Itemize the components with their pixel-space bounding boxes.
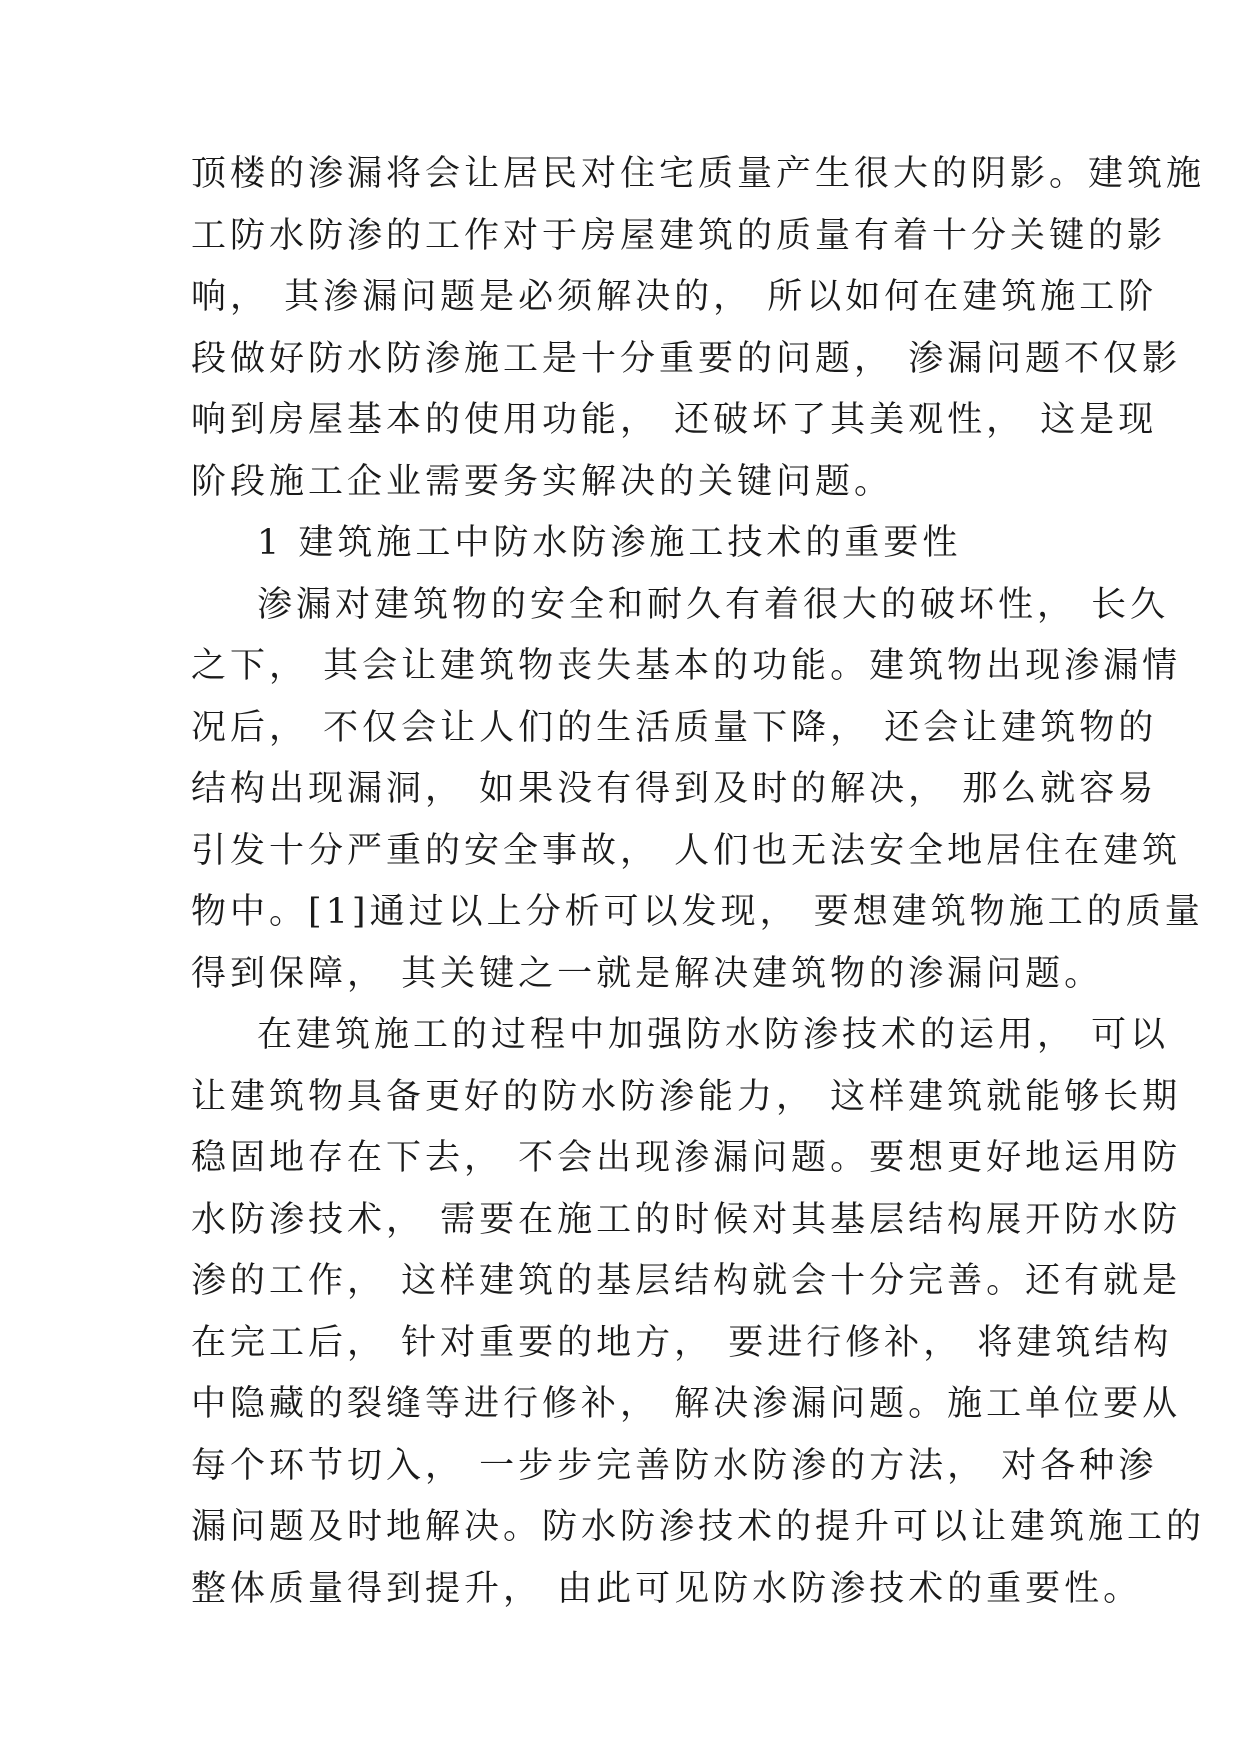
paragraph-line: 工防水防渗的工作对于房屋建筑的质量有着十分关键的影 [191, 215, 1167, 256]
paragraph-line: 况后， 不仅会让人们的生活质量下降， 还会让建筑物的 [191, 707, 1158, 748]
paragraph-line: 让建筑物具备更好的防水防渗能力， 这样建筑就能够长期 [191, 1076, 1182, 1117]
paragraph-line: 在建筑施工的过程中加强防水防渗技术的运用， 可以 [257, 1015, 1170, 1055]
section-heading: 1 建筑施工中防水防渗施工技术的重要性 [257, 523, 962, 563]
paragraph-line: 整体质量得到提升， 由此可见防水防渗技术的重要性。 [191, 1568, 1143, 1609]
paragraph-line: 物中。[1]通过以上分析可以发现， 要想建筑物施工的质量 [191, 892, 1204, 932]
paragraph-line: 引发十分严重的安全事故， 人们也无法安全地居住在建筑 [191, 830, 1182, 871]
paragraph-line: 漏问题及时地解决。防水防渗技术的提升可以让建筑施工的 [191, 1507, 1206, 1547]
paragraph-line: 响， 其渗漏问题是必须解决的， 所以如何在建筑施工阶 [191, 277, 1158, 317]
paragraph-line: 中隐藏的裂缝等进行修补， 解决渗漏问题。施工单位要从 [191, 1384, 1182, 1424]
paragraph-line: 得到保障， 其关键之一就是解决建筑物的渗漏问题。 [191, 953, 1104, 994]
paragraph-line: 渗漏对建筑物的安全和耐久有着很大的破坏性， 长久 [257, 584, 1170, 625]
paragraph-line: 顶楼的渗漏将会让居民对住宅质量产生很大的阴影。建筑施 [191, 154, 1206, 194]
paragraph-line: 在完工后， 针对重要的地方， 要进行修补， 将建筑结构 [191, 1322, 1173, 1363]
paragraph-line: 响到房屋基本的使用功能， 还破坏了其美观性， 这是现 [191, 400, 1158, 440]
paragraph-line: 结构出现漏洞， 如果没有得到及时的解决， 那么就容易 [191, 769, 1158, 809]
paragraph-line: 渗的工作， 这样建筑的基层结构就会十分完善。还有就是 [191, 1261, 1182, 1301]
paragraph-line: 稳固地存在下去， 不会出现渗漏问题。要想更好地运用防 [191, 1138, 1182, 1178]
paragraph-line: 阶段施工企业需要务实解决的关键问题。 [191, 461, 894, 502]
paragraph-line: 水防渗技术， 需要在施工的时候对其基层结构展开防水防 [191, 1199, 1182, 1240]
paragraph-line: 之下， 其会让建筑物丧失基本的功能。建筑物出现渗漏情 [191, 646, 1182, 686]
paragraph-line: 段做好防水防渗施工是十分重要的问题， 渗漏问题不仅影 [191, 338, 1182, 379]
document-body [191, 144, 1206, 1620]
paragraph-line: 每个环节切入， 一步步完善防水防渗的方法， 对各种渗 [191, 1445, 1158, 1486]
